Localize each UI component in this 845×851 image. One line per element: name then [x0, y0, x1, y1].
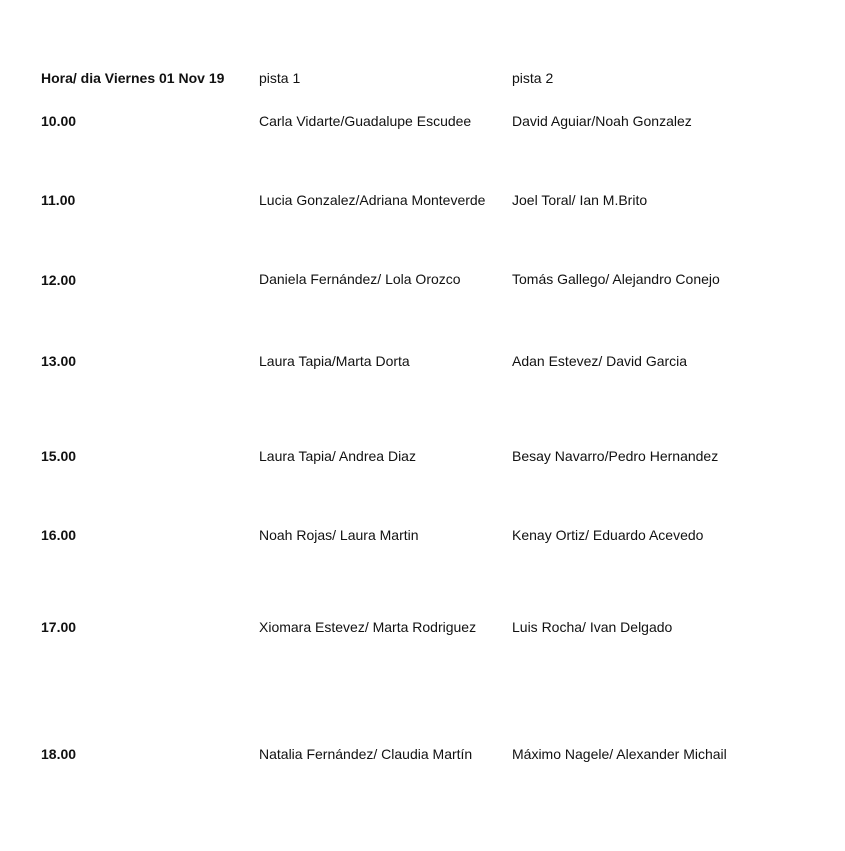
row-court-2-pair: Joel Toral/ Ian M.Brito: [512, 192, 648, 208]
row-court-1-pair: Daniela Fernández/ Lola Orozco: [259, 271, 461, 287]
header-court-1: pista 1: [259, 70, 301, 86]
row-court-1-pair: Laura Tapia/Marta Dorta: [259, 353, 410, 369]
row-court-1-pair: Natalia Fernández/ Claudia Martín: [259, 746, 473, 762]
row-court-2-pair: Kenay Ortiz/ Eduardo Acevedo: [512, 527, 704, 543]
row-time: 18.00: [41, 746, 77, 762]
row-court-1-pair: Lucia Gonzalez/Adriana Monteverde: [259, 192, 486, 208]
row-time: 13.00: [41, 353, 77, 369]
header-time-day: Hora/ dia Viernes 01 Nov 19: [41, 70, 225, 86]
row-court-1-pair: Xiomara Estevez/ Marta Rodriguez: [259, 619, 477, 635]
row-court-2-pair: Tomás Gallego/ Alejandro Conejo: [512, 271, 720, 287]
row-time: 10.00: [41, 113, 77, 129]
row-court-2-pair: Besay Navarro/Pedro Hernandez: [512, 448, 719, 464]
row-court-1-pair: Noah Rojas/ Laura Martin: [259, 527, 419, 543]
row-court-2-pair: Máximo Nagele/ Alexander Michail: [512, 746, 727, 762]
header-court-2: pista 2: [512, 70, 554, 86]
row-time: 16.00: [41, 527, 77, 543]
row-court-2-pair: Adan Estevez/ David Garcia: [512, 353, 688, 369]
row-court-2-pair: David Aguiar/Noah Gonzalez: [512, 113, 692, 129]
row-time: 11.00: [41, 192, 76, 208]
row-court-2-pair: Luis Rocha/ Ivan Delgado: [512, 619, 673, 635]
row-time: 17.00: [41, 619, 77, 635]
row-time: 15.00: [41, 448, 77, 464]
row-court-1-pair: Carla Vidarte/Guadalupe Escudee: [259, 113, 472, 129]
row-time: 12.00: [41, 272, 77, 288]
row-court-1-pair: Laura Tapia/ Andrea Diaz: [259, 448, 416, 464]
